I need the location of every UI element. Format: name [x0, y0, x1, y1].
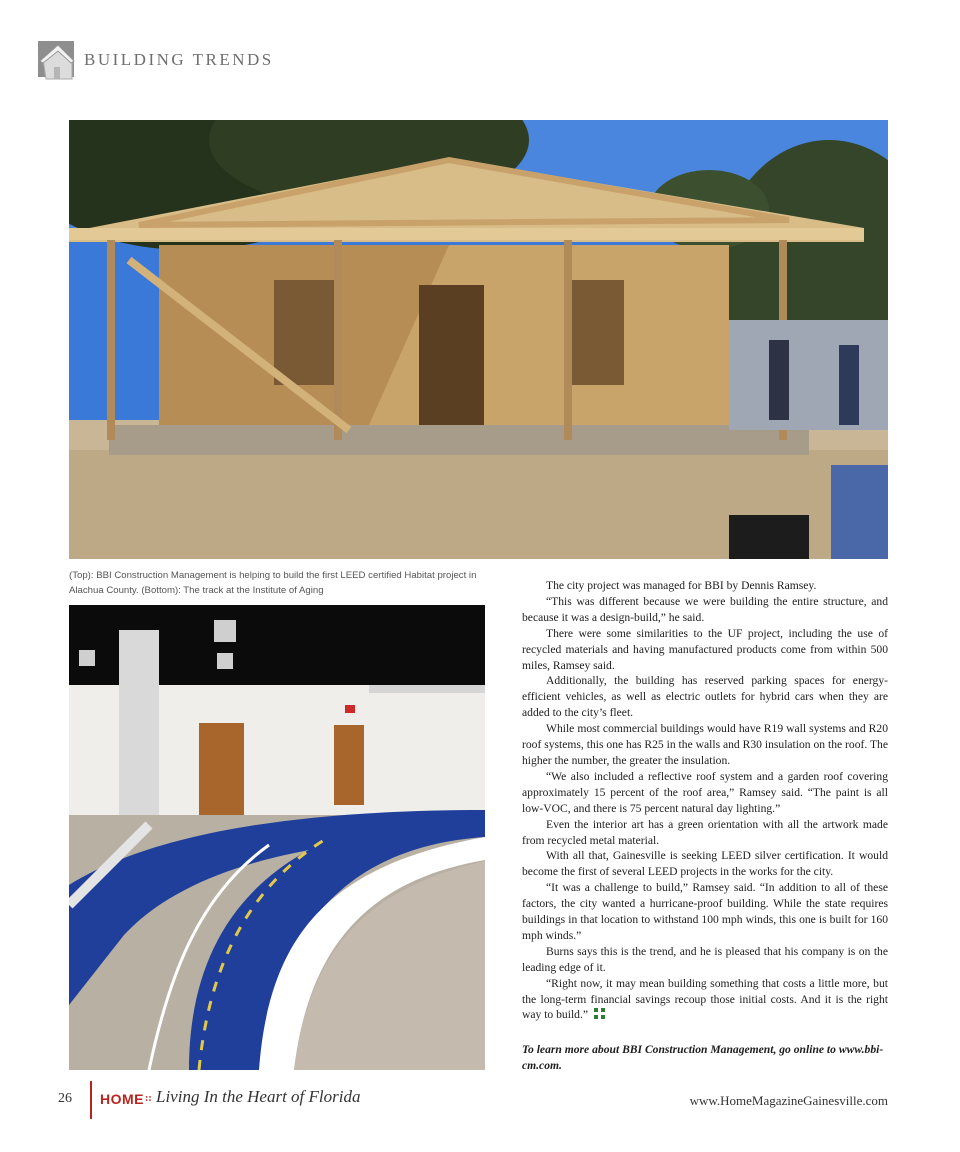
article-paragraph: The city project was managed for BBI by Dennis Ramsey.: [546, 579, 817, 592]
article-paragraph: “This was different because we were building the entire structure, and because it was a design-build,” he said.: [522, 594, 888, 624]
learn-more-note: To learn more about BBI Construction Management, go online to www.bbi-cm.com.: [522, 1043, 884, 1072]
house-icon: [38, 39, 76, 81]
section-title: BUILDING TRENDS: [84, 50, 274, 69]
article-paragraph: “We also included a reflective roof system and a garden roof covering approximately 15 percent of the roof area,” Ramsey said. “The paint is all low-VOC, and there is 75 percent natural day lighting.”: [522, 769, 888, 815]
article-paragraph: Additionally, the building has reserved parking spaces for energy-efficient vehicles, as well as electric outlets for hybrid cars when they are added to the city’s fleet.: [522, 674, 888, 720]
article-paragraph: Even the interior art has a green orientation with all the artwork made from recycled metal material.: [522, 817, 888, 847]
photo-indoor-running-track: [69, 605, 485, 1070]
article-paragraph: Burns says this is the trend, and he is pleased that his company is on the leading edge of it.: [522, 944, 888, 974]
article-body: [522, 578, 888, 1023]
article-paragraph-text: “Right now, it may mean building something that costs a little more, but the long-term financial savings recoup those initial costs. And it is the right way to build.”: [522, 976, 888, 1022]
magazine-name: HOME: [100, 1091, 144, 1107]
article-paragraph: With all that, Gainesville is seeking LEED silver certification. It would become the first of several LEED projects in the works for the city.: [522, 849, 888, 879]
magazine-separator: ::: [145, 1093, 152, 1104]
photo-caption: (Top): BBI Construction Management is helping to build the first LEED certified Habitat project in Alachua County. (Bottom): The track at the Institute of Aging: [69, 570, 477, 596]
footer-divider: [90, 1081, 92, 1119]
photo-habitat-house-construction: [69, 120, 888, 559]
page-footer: [58, 1083, 888, 1119]
article-paragraph: There were some similarities to the UF project, including the use of recycled materials and having manufactured products come from within 500 miles, Ramsey said.: [522, 626, 888, 672]
article-paragraph-last: [522, 976, 888, 1024]
article-paragraph: While most commercial buildings would have R19 wall systems and R20 roof systems, this one has R25 in the walls and R30 insulation on the roof. The higher the number, the greater the insulation.: [522, 722, 888, 767]
section-header: [38, 38, 274, 82]
website-url: www.HomeMagazineGainesville.com: [689, 1093, 888, 1108]
page-number: 26: [58, 1091, 72, 1106]
magazine-tagline: Living In the Heart of Florida: [156, 1087, 361, 1106]
article-paragraph: “It was a challenge to build,” Ramsey said. “In addition to all of these factors, the city wanted a hurricane-proof building. While the state requires buildings in that location to withstand 100 mph winds, this one is built for 160 mph winds.”: [522, 881, 888, 942]
end-of-article-icon: [594, 1008, 606, 1020]
